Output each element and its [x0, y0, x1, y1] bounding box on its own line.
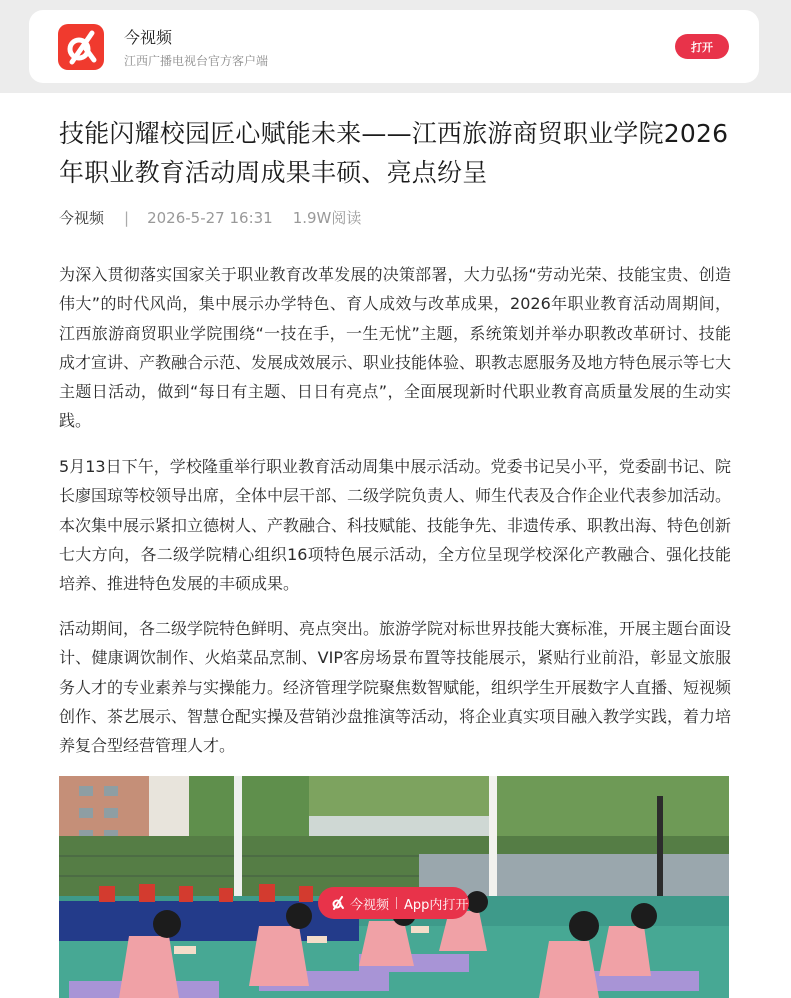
- app-download-banner: [0, 0, 791, 93]
- open-app-button[interactable]: 打开: [675, 34, 729, 59]
- view-count: 1.9W阅读: [292, 209, 362, 227]
- article-paragraph: 5月13日下午，学校隆重举行职业教育活动周集中展示活动。党委书记吴小平，党委副书记、院长廖国琼等校领导出席，全体中层干部、二级学院负责人、师生代表及合作企业代表参加活动。本次集中展示紧扣立德树人、产教融合、科技赋能、技能争先、非遗传承、职教出海、特色创新七大方向，各二级学院精心组织16项特色展示活动，全方位呈现学校深化产教融合、强化技能培养、推进特色发展的丰硕成果。: [59, 457, 732, 594]
- open-in-app-floating-button[interactable]: [318, 887, 469, 919]
- app-logo-icon: [330, 895, 346, 911]
- pill-divider: [396, 897, 397, 909]
- article-paragraph: 活动期间，各二级学院特色鲜明、亮点突出。旅游学院对标世界技能大赛标准，开展主题台面设计、健康调饮制作、火焰菜品烹制、VIP客房场景布置等技能展示，紧贴行业前沿，彰显文旅服务人才的专业素养与实操能力。经济管理学院聚焦数智赋能，组织学生开展数字人直播、短视频创作、茶艺展示、智慧仓配实操及营销沙盘推演等活动，将企业真实项目融入教学实践，着力培养复合型经营管理人才。: [59, 619, 732, 756]
- app-name: 今视频: [124, 28, 173, 47]
- article-datetime: 2026-5-27 16:31: [147, 208, 273, 227]
- app-subtitle: 江西广播电视台官方客户端: [124, 54, 269, 68]
- meta-separator: |: [124, 208, 130, 227]
- app-card[interactable]: [29, 10, 759, 83]
- floating-app-name: 今视频: [350, 897, 390, 913]
- article-paragraph: 为深入贯彻落实国家关于职业教育改革发展的决策部署，大力弘扬“劳动光荣、技能宝贵、创造伟大”的时代风尚，集中展示办学特色、育人成效与改革成果，2026年职业教育活动周期间，江西旅游商贸职业学院围绕“一技在手，一生无忧”主题，系统策划并举办职教改革研讨、技能成才宣讲、产教融合示范、发展成效展示、职业技能体验、职教志愿服务及地方特色展示等七大主题日活动，做到“每日有主题、日日有亮点”，全面展现新时代职业教育高质量发展的生动实践。: [59, 265, 732, 431]
- article-title: 技能闪耀校园匠心赋能未来——江西旅游商贸职业学院2026年职业教育活动周成果丰硕、亮点纷呈: [59, 119, 729, 187]
- article-source[interactable]: 今视频: [59, 209, 105, 227]
- article-meta: [59, 207, 361, 228]
- floating-action-label: App内打开: [404, 897, 469, 913]
- app-logo-icon: [58, 24, 104, 70]
